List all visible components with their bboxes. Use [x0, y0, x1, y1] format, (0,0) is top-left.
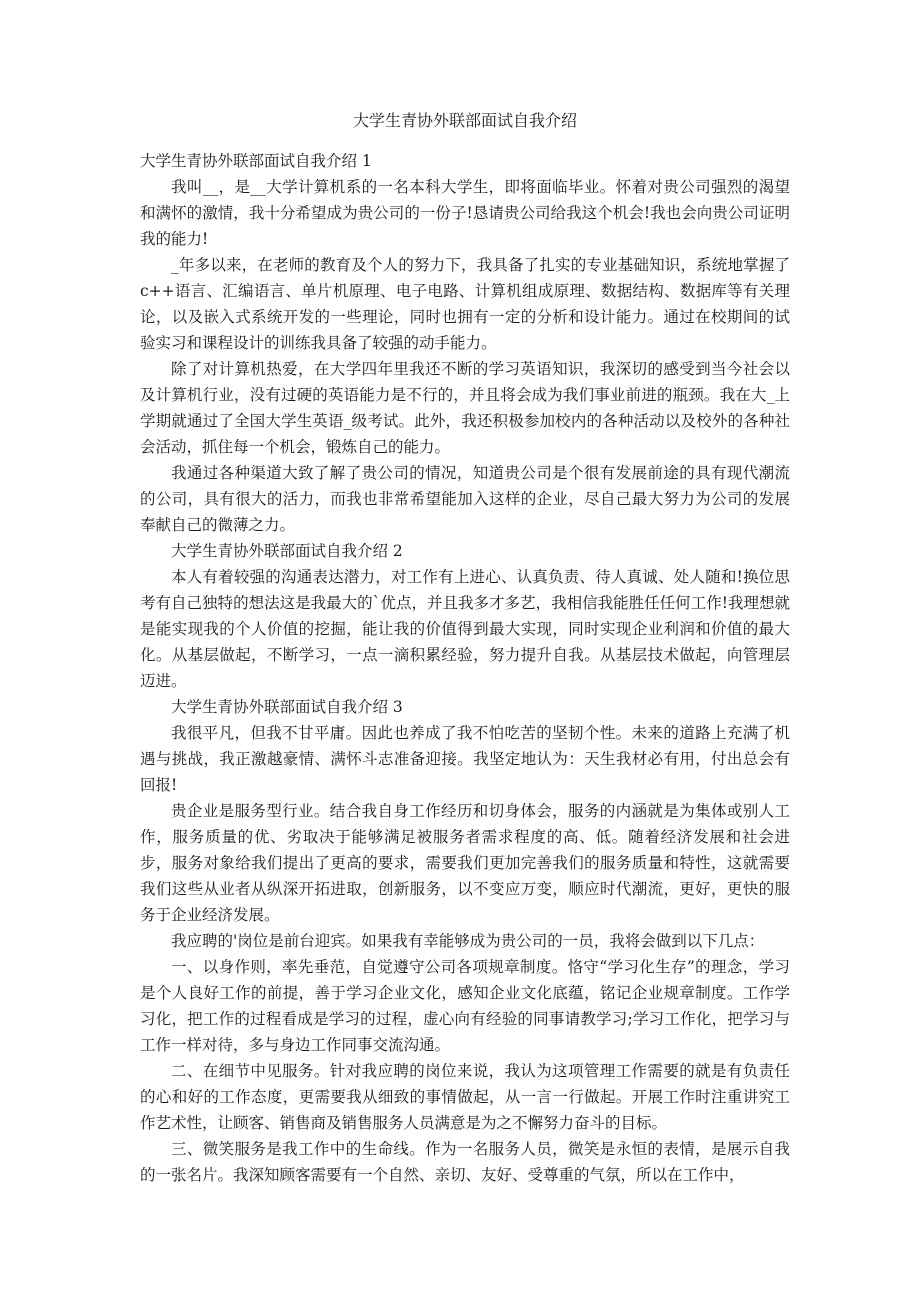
section-3	[140, 694, 790, 1188]
paragraph: _年多以来，在老师的教育及个人的努力下，我具备了扎实的专业基础知识，系统地掌握了 c++语言、汇编语言、单片机原理、电子电路、计算机组成原理、数据结构、数据库等有关理论，以及嵌入式系统开发的一些理论，同时也拥有一定的分析和设计能力。通过在校期间的试验实习和课程设计的训练我具备了较强的动手能力。	[140, 256, 790, 352]
paragraph: 一、以身作则，率先垂范，自觉遵守公司各项规章制度。恪守“学习化生存”的理念，学习是个人良好工作的前提，善于学习企业文化，感知企业文化底蕴，铭记企业规章制度。工作学习化，把工作的过程看成是学习的过程，虚心向有经验的同事请教学习;学习工作化，把学习与工作一样对待，多与身边工作同事交流沟通。	[140, 958, 790, 1054]
document-page	[140, 108, 790, 1188]
section-1-heading: 大学生青协外联部面试自我介绍 1	[140, 152, 372, 170]
paragraph: 贵企业是服务型行业。结合我自身工作经历和切身体会，服务的内涵就是为集体或别人工作，服务质量的优、劣取决于能够满足被服务者需求程度的高、低。随着经济发展和社会进步，服务对象给我们提出了更高的要求，需要我们更加完善我们的服务质量和特性，这就需要我们这些从业者从纵深开拓进取，创新服务，以不变应万变，顺应时代潮流，更好，更快的服务于企业经济发展。	[140, 802, 790, 924]
section-3-heading: 大学生青协外联部面试自我介绍 3	[171, 698, 403, 716]
section-2-heading: 大学生青协外联部面试自我介绍 2	[171, 542, 403, 560]
paragraph: 我很平凡，但我不甘平庸。因此也养成了我不怕吃苦的坚韧个性。未来的道路上充满了机遇与挑战，我正激越豪情、满怀斗志准备迎接。我坚定地认为：天生我材必有用，付出总会有回报!	[140, 724, 790, 794]
paragraph: 我应聘的'岗位是前台迎宾。如果我有幸能够成为贵公司的一员，我将会做到以下几点：	[171, 932, 765, 950]
section-1	[140, 148, 790, 538]
paragraph: 我通过各种渠道大致了解了贵公司的情况，知道贵公司是个很有发展前途的具有现代潮流的公司，具有很大的活力，而我也非常希望能加入这样的企业，尽自己最大努力为公司的发展奉献自己的微薄之力。	[140, 464, 790, 534]
paragraph: 除了对计算机热爱，在大学四年里我还不断的学习英语知识，我深切的感受到当今社会以及计算机行业，没有过硬的英语能力是不行的，并且将会成为我们事业前进的瓶颈。我在大_上学期就通过了全国大学生英语_级考试。此外，我还积极参加校内的各种活动以及校外的各种社会活动，抓住每一个机会，锻炼自己的能力。	[140, 360, 790, 456]
section-2	[140, 538, 790, 694]
paragraph: 二、在细节中见服务。针对我应聘的岗位来说，我认为这项管理工作需要的就是有负责任的心和好的工作态度，更需要我从细致的事情做起，从一言一行做起。开展工作时注重讲究工作艺术性，让顾客、销售商及销售服务人员满意是为之不懈努力奋斗的目标。	[140, 1062, 790, 1132]
paragraph: 我叫__，是__大学计算机系的一名本科大学生，即将面临毕业。怀着对贵公司强烈的渴望和满怀的激情，我十分希望成为贵公司的一份子!恳请贵公司给我这个机会!我也会向贵公司证明我的能力!	[140, 178, 790, 248]
paragraph: 本人有着较强的沟通表达潜力，对工作有上进心、认真负责、待人真诚、处人随和!换位思考有自己独特的想法这是我最大的`优点，并且我多才多艺，我相信我能胜任任何工作!我理想就是能实现我的个人价值的挖掘，能让我的价值得到最大实现，同时实现企业利润和价值的最大化。从基层做起，不断学习，一点一滴积累经验，努力提升自我。从基层技术做起，向管理层迈进。	[140, 568, 790, 690]
document-title: 大学生青协外联部面试自我介绍	[352, 111, 577, 130]
paragraph: 三、微笑服务是我工作中的生命线。作为一名服务人员，微笑是永恒的表情，是展示自我的一张名片。我深知顾客需要有一个自然、亲切、友好、受尊重的气氛，所以在工作中，	[140, 1140, 790, 1184]
